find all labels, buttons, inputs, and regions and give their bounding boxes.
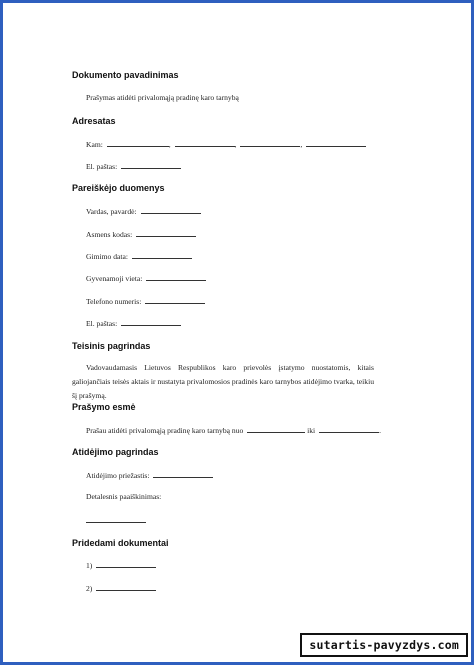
recipient-sep-3: ,	[300, 140, 303, 149]
applicant-address-blank[interactable]	[146, 273, 206, 281]
section-heading-essence: Prašymo esmė	[72, 402, 136, 412]
recipient-blank-1[interactable]	[107, 139, 169, 147]
essence-from-blank[interactable]	[247, 425, 305, 433]
section-heading-title: Dokumento pavadinimas	[72, 70, 179, 80]
section-heading-recipient: Adresatas	[72, 116, 116, 126]
applicant-email-blank[interactable]	[121, 318, 181, 326]
recipient-email-label: El. paštas:	[86, 162, 118, 171]
deferral-details-blank[interactable]	[86, 515, 146, 523]
recipient-to-field[interactable]	[86, 139, 366, 149]
applicant-address-label: Gyvenamoji vieta:	[86, 274, 143, 283]
site-watermark: sutartis-pavyzdys.com	[300, 633, 468, 657]
deferral-details-label: Detalesnis paaiškinimas:	[86, 492, 162, 501]
applicant-email-label: El. paštas:	[86, 319, 118, 328]
recipient-blank-4[interactable]	[306, 139, 366, 147]
applicant-name-label: Vardas, pavardė:	[86, 207, 137, 216]
essence-text-end: .	[379, 426, 381, 435]
essence-request-line[interactable]	[86, 425, 381, 435]
document-title-text: Prašymas atidėti privalomąją pradinę karo tarnybą	[86, 93, 239, 102]
deferral-reason-field[interactable]	[86, 470, 213, 480]
applicant-birth-label: Gimimo data:	[86, 252, 128, 261]
applicant-birth-field[interactable]	[86, 251, 192, 261]
recipient-blank-2[interactable]	[175, 139, 235, 147]
essence-text-before: Prašau atidėti privalomąją pradinę karo tarnybą nuo	[86, 426, 244, 435]
section-heading-attachments: Pridedami dokumentai	[72, 538, 169, 548]
applicant-phone-label: Telefono numeris:	[86, 297, 142, 306]
applicant-code-field[interactable]	[86, 229, 196, 239]
recipient-email-blank[interactable]	[121, 161, 181, 169]
recipient-email-field[interactable]	[86, 161, 181, 171]
attachment-item-1-blank[interactable]	[96, 560, 156, 568]
attachment-item-2-blank[interactable]	[96, 583, 156, 591]
legal-basis-paragraph: Vadovaudamasis Lietuvos Respublikos karo prievolės įstatymo nuostatomis, kitais galiojančiais teisės aktais ir nustatyta privalomosios pradinės karo tarnybos atidėjimo tvarka, teikiu šį prašymą.	[72, 363, 374, 400]
applicant-name-field[interactable]	[86, 206, 201, 216]
deferral-details-field[interactable]	[86, 515, 146, 525]
recipient-sep-2: ,	[234, 140, 237, 149]
applicant-code-blank[interactable]	[136, 229, 196, 237]
applicant-address-field[interactable]	[86, 273, 206, 283]
deferral-reason-blank[interactable]	[153, 470, 213, 478]
section-heading-applicant: Pareiškėjo duomenys	[72, 183, 165, 193]
section-heading-legal: Teisinis pagrindas	[72, 341, 151, 351]
attachment-item-1-number: 1)	[86, 561, 93, 570]
applicant-phone-blank[interactable]	[145, 296, 205, 304]
attachment-item-1[interactable]	[86, 560, 156, 570]
essence-text-mid: iki	[307, 426, 316, 435]
applicant-name-blank[interactable]	[141, 206, 201, 214]
deferral-reason-label: Atidėjimo priežastis:	[86, 471, 150, 480]
essence-to-blank[interactable]	[319, 425, 379, 433]
section-heading-deferral: Atidėjimo pagrindas	[72, 447, 159, 457]
attachment-item-2-number: 2)	[86, 584, 93, 593]
recipient-to-label: Kam:	[86, 140, 103, 149]
applicant-birth-blank[interactable]	[132, 251, 192, 259]
applicant-code-label: Asmens kodas:	[86, 230, 133, 239]
recipient-sep-1: ,	[168, 140, 171, 149]
applicant-email-field[interactable]	[86, 318, 181, 328]
applicant-phone-field[interactable]	[86, 296, 205, 306]
attachment-item-2[interactable]	[86, 583, 156, 593]
recipient-blank-3[interactable]	[240, 139, 303, 149]
